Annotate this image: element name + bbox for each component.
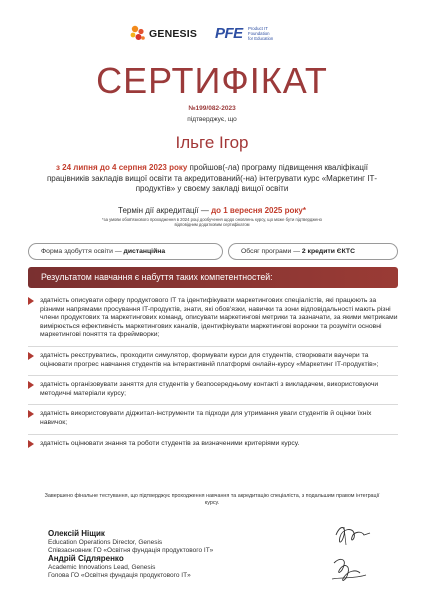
genesis-dots-icon — [128, 24, 148, 44]
competency-divider — [28, 434, 398, 435]
pff-logo-subtitle: Product IT Foundation for Education — [248, 26, 274, 41]
study-form-label: Форма здобуття освіти — — [41, 248, 124, 255]
signatory-2 — [48, 554, 298, 580]
accreditation-label: Термін дії акредитації — — [118, 206, 212, 215]
program-scope-value: 2 кредити ЄКТС — [301, 248, 355, 255]
signatory-org: Співзасновник ГО «Освітня фундація продуктового IT» — [48, 547, 214, 554]
triangle-bullet-icon — [28, 352, 34, 360]
pff-logo-mark: PFE — [215, 25, 243, 42]
accreditation-note: *за умови обов'язкового проходження в 2024 році дообучення щодо оновлень курсу, що може бути підтверджено відповідним додатковим сертифікатом — [102, 217, 322, 228]
triangle-bullet-icon — [28, 381, 34, 389]
confirms-text: підтверджує, що — [187, 116, 237, 123]
competency-divider — [28, 375, 398, 376]
triangle-bullet-icon — [28, 297, 34, 305]
triangle-bullet-icon — [28, 440, 34, 448]
program-description — [38, 163, 386, 195]
results-heading: Результатом навчання є набуття таких компетентностей: — [28, 267, 398, 288]
certificate-title: СЕРТИФІКАТ — [96, 60, 328, 101]
competency-item: здатність використовувати діджитал-інструменти та підходи для утримання уваги студентів й оцінки їхніх навичок; — [28, 410, 398, 427]
program-dates: з 24 липня до 4 серпня 2023 року — [55, 163, 188, 172]
signatory-role: Education Operations Director, Genesis — [48, 539, 163, 546]
recipient-name: Ільге Ігор — [175, 133, 249, 152]
competency-divider — [28, 404, 398, 405]
competency-item: здатність організовувати заняття для студентів у безпосередньому контакті з викладачем, використовуючи методичні матеріали курсу; — [28, 381, 398, 398]
program-details: пройшов(-ла) програму підвищення кваліфікації працівників закладів вищої освіти та акредитований(-на) інтегрувати курс «Маркетинг ІТ-продуктів» у своєму закладі вищої освіти — [46, 163, 378, 193]
signature-1-image — [330, 521, 374, 549]
competency-item: здатність реєструватись, проходити симулятор, формувати курси для студентів, створювати ваучери та оцінювати прогрес навчання студентів на інтерактивній платформі онлайн-курсу «Маркетинг IT-продуктів»; — [28, 352, 398, 369]
program-scope-label: Обсяг програми — — [241, 248, 302, 255]
genesis-logo — [128, 24, 200, 44]
genesis-logo-text: GENESIS — [149, 28, 198, 40]
triangle-bullet-icon — [28, 410, 34, 418]
competency-item: здатність описувати сферу продуктового IT та ідентифікувати маркетингових спеціалістів, які працюють за різними напрямами просування IT-продуктів, знати, які обов'язки, навички та зони відповідальності мають різні члени продуктових та маркетингових команд, описувати маркетингові метрики та зазначати, за якими метриками вимірюється ефективність маркетингових каналів, ідентифікувати маркетингові воронки та розуміти основні маркетингові поняття та фреймворки; — [28, 297, 398, 340]
signatory-name: Андрій Сідляренко — [48, 554, 124, 563]
accreditation-term — [0, 206, 424, 215]
certificate-number: №199/082-2023 — [188, 105, 236, 112]
competency-divider — [28, 346, 398, 347]
pff-logo — [215, 24, 305, 44]
signatory-name: Олексій Ніщик — [48, 529, 105, 538]
study-form-value: дистанційна — [123, 248, 166, 255]
competency-item: здатність оцінювати знання та роботи студентів за визначеними критеріями курсу. — [28, 440, 398, 449]
study-form-box — [28, 243, 223, 260]
accreditation-until: до 1 вересня 2025 року* — [211, 206, 306, 215]
signatory-role: Academic Innovations Lead, Genesis — [48, 564, 156, 571]
program-scope-box — [228, 243, 398, 260]
signatory-org: Голова ГО «Освітня фундація продуктового IT» — [48, 572, 191, 579]
competencies-list — [28, 297, 398, 454]
signatory-1 — [48, 529, 298, 555]
signature-2-image — [326, 553, 372, 585]
final-testing-note: Завершено фінальне тестування, що підтверджує проходження навчання та акредитацію спеціаліста, з подальшим правом інтеграції курсу. — [44, 493, 380, 506]
